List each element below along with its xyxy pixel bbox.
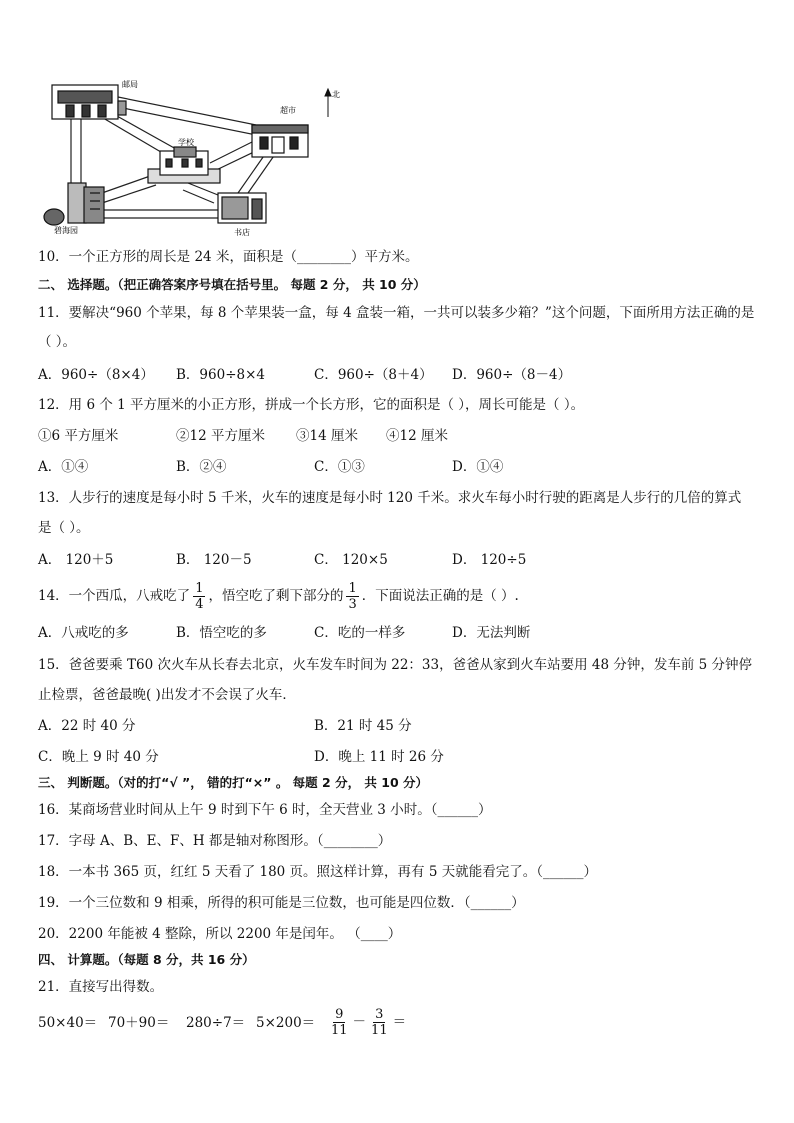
q21-item-4: 5×200＝	[256, 1015, 316, 1031]
q21-fraction-expression	[326, 1000, 406, 1044]
map-label-bookstore: 书店	[234, 228, 250, 237]
q15-option-b[interactable]: B．21 时 45 分	[314, 718, 412, 734]
garden-building	[44, 183, 104, 225]
q15-line1: 15．爸爸要乘 T60 次火车从长春去北京，火车发车时间为 22：33，爸爸从家到火车站要用 48 分钟，发车前 5 分钟停	[38, 657, 753, 673]
q16-end: ）	[477, 802, 492, 818]
q11-option-b[interactable]: B．960÷8×4	[176, 367, 265, 383]
map-label-post-office: 邮局	[122, 80, 138, 89]
q11-option-a[interactable]: A．960÷（8×4）	[38, 367, 154, 383]
q12-text: 12．用 6 个 1 平方厘米的小正方形，拼成一个长方形，它的面积是（ ），周长可能是（ ）。	[38, 397, 585, 413]
q20-text: 20．2200 年能被 4 整除，所以 2200 年是闰年。 （	[38, 926, 361, 942]
q13-option-a[interactable]: A． 120＋5	[38, 552, 114, 568]
q13-option-c[interactable]: C． 120×5	[314, 552, 388, 568]
q11-option-d[interactable]: D．960÷（8－4）	[452, 367, 572, 383]
q14-part3: ．下面说法正确的是（ ）.	[361, 588, 519, 604]
q11-option-c[interactable]: C．960÷（8＋4）	[314, 367, 433, 383]
q10-text-end: ）平方米。	[350, 249, 419, 265]
post-office-building	[52, 85, 126, 119]
q18-end: ）	[583, 864, 597, 880]
q21-item-1: 50×40＝	[38, 1015, 98, 1031]
q12-option-d[interactable]: D．①④	[452, 459, 504, 475]
q21-text: 21．直接写出得数。	[38, 979, 164, 995]
q12-choice-2: ②12 平方厘米	[176, 428, 265, 444]
map-label-school: 学校	[178, 138, 194, 147]
q15-option-c[interactable]: C．晚上 9 时 40 分	[38, 749, 159, 765]
q21-equals: ＝	[392, 1014, 407, 1030]
school-building	[148, 147, 220, 183]
map-label-north: 北	[332, 90, 340, 99]
q14-option-a[interactable]: A．八戒吃的多	[38, 625, 129, 641]
q11-line2: （ ）。	[38, 334, 77, 350]
q12-choice-4: ④12 厘米	[386, 428, 448, 444]
q20-blank[interactable]: ____	[360, 926, 388, 942]
q14-option-c[interactable]: C．吃的一样多	[314, 625, 406, 641]
q17-text: 17．字母 A、B、E、F、H 都是轴对称图形。（	[38, 833, 324, 849]
q13-line2: 是（ ）。	[38, 520, 90, 536]
q14-part2: ，悟空吃了剩下部分的	[208, 588, 344, 604]
q12-option-b[interactable]: B．②④	[176, 459, 227, 475]
north-arrow-icon	[325, 89, 331, 117]
q15-option-d[interactable]: D．晚上 11 时 26 分	[314, 749, 444, 765]
supermarket-building	[252, 125, 308, 157]
q13-option-d[interactable]: D． 120÷5	[452, 552, 527, 568]
q21-fraction-b: $\frac{3}{11}$	[371, 1007, 388, 1038]
q21-item-3: 280÷7＝	[186, 1015, 246, 1031]
q17-blank[interactable]: ________	[323, 833, 378, 849]
q13-option-b[interactable]: B． 120－5	[176, 552, 252, 568]
question-18	[38, 863, 597, 881]
q17-end: ）	[377, 833, 392, 849]
map-illustration	[38, 75, 338, 235]
q12-choice-1: ①6 平方厘米	[38, 428, 119, 444]
q19-end: ）	[511, 895, 525, 911]
q10-text: 10．一个正方形的周长是 24 米，面积是（	[38, 249, 297, 265]
q16-text: 16．某商场营业时间从上午 9 时到下午 6 时，全天营业 3 小时。（	[38, 802, 438, 818]
bookstore-building	[218, 193, 266, 223]
q12-choice-3: ③14 厘米	[296, 428, 358, 444]
map-label-supermarket: 超市	[280, 106, 296, 115]
q19-text: 19．一个三位数和 9 相乘，所得的积可能是三位数，也可能是四位数．（	[38, 895, 471, 911]
q14-fraction-1: $\frac{1}{4}$	[195, 581, 204, 612]
q18-blank[interactable]: ______	[542, 864, 584, 880]
section-3-title: 三、 判断题。（对的打“√ ”， 错的打“×” 。 每题 2 分， 共 10 分）	[38, 775, 429, 790]
q14-option-b[interactable]: B．悟空吃的多	[176, 625, 267, 641]
question-20	[38, 925, 401, 943]
q14-part1: 14．一个西瓜，八戒吃了	[38, 588, 191, 604]
q20-end: ）	[387, 926, 402, 942]
map-label-garden: 碧海园	[54, 226, 78, 235]
q19-blank[interactable]: ______	[470, 895, 512, 911]
section-2-title: 二、 选择题。（把正确答案序号填在括号里。 每题 2 分， 共 10 分）	[38, 277, 426, 292]
q21-item-2: 70＋90＝	[108, 1015, 170, 1031]
q10-blank[interactable]: ________	[296, 249, 351, 265]
question-19	[38, 894, 525, 912]
question-10	[38, 248, 418, 266]
q11-line1: 11．要解决“960 个苹果，每 8 个苹果装一盒，每 4 盒装一箱，一共可以装多少箱？”这个问题，下面所用方法正确的是	[38, 305, 755, 321]
section-4-title: 四、 计算题。（每题 8 分，共 16 分）	[38, 952, 255, 967]
q18-text: 18．一本书 365 页，红红 5 天看了 180 页。照这样计算，再有 5 天就能看完了。（	[38, 864, 543, 880]
q14-fraction-2: $\frac{1}{3}$	[348, 581, 357, 612]
q21-minus: －	[352, 1014, 367, 1030]
q13-line1: 13．人步行的速度是每小时 5 千米，火车的速度是每小时 120 千米。求火车每小时行驶的距离是人步行的几倍的算式	[38, 490, 742, 506]
q16-blank[interactable]: ______	[437, 802, 478, 818]
q15-option-a[interactable]: A．22 时 40 分	[38, 718, 136, 734]
q12-option-c[interactable]: C．①③	[314, 459, 365, 475]
q15-line2: 止检票，爸爸最晚( )出发才不会误了火车．	[38, 687, 296, 703]
q12-option-a[interactable]: A．①④	[38, 459, 89, 475]
question-17	[38, 832, 391, 850]
question-16	[38, 801, 491, 819]
q14-option-d[interactable]: D．无法判断	[452, 625, 531, 641]
q21-fraction-a: $\frac{9}{11}$	[331, 1007, 348, 1038]
question-14	[38, 578, 519, 614]
